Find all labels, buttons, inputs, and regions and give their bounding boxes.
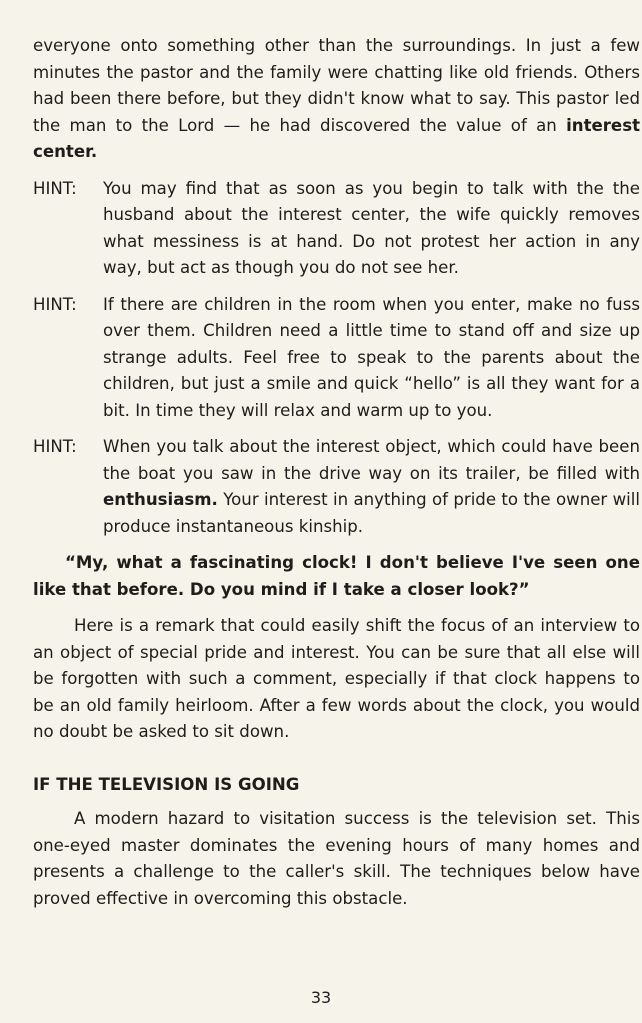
section-heading: IF THE TELEVISION IS GOING [33,774,300,794]
hint-item [33,434,640,540]
intro-paragraph [33,33,640,166]
hint-text [103,434,640,540]
interest-center-term: interest center. [33,115,640,161]
page-content [33,33,640,912]
hint-text-before: When you talk about the interest object, which could have been the boat you saw in the drive way on its trailer, be filled with [103,437,640,483]
enthusiasm-term: enthusiasm. [103,490,218,509]
hint-label: HINT: [33,437,77,456]
hint-label: HINT: [33,178,77,198]
hint-text: You may find that as soon as you begin to talk with the the husband about the interest center, the wife quickly removes what messiness is at hand. Do not protest her action in any way, but act as though you do not see her. [103,178,640,277]
hint-text-after: Your interest in anything of pride to the owner will produce instantaneous kinship. [103,490,640,536]
page-number: 33 [310,988,332,1007]
hint-item [33,176,640,282]
clock-quote: “My, what a fascinating clock! I don't believe I've seen one like that before. Do you mind if I take a closer look?” [33,553,640,599]
hint-label: HINT: [33,294,77,314]
hint-text: If there are children in the room when you enter, make no fuss over them. Children need a little time to stand off and size up strange adults. Feel free to speak to the parents about the children, but just a smile and quick “hello” is all they want for a bit. In time they will relax and warm up to you. [103,294,640,420]
intro-text: everyone onto something other than the surroundings. In just a few minutes the pastor and the family were chatting like old friends. Others had been there before, but they didn't know what to say. This pastor led the man to the Lord — he had discovered the value of an [33,36,640,135]
hint-item [33,292,640,425]
clock-paragraph: Here is a remark that could easily shift the focus of an interview to an object of special pride and interest. You can be sure that all else will be forgotten with such a comment, especially if that clock happens to be an old family heirloom. After a few words about the clock, you would no doubt be asked to sit down. [33,616,640,741]
television-paragraph: A modern hazard to visitation success is the television set. This one-eyed master dominates the evening hours of many homes and presents a challenge to the caller's skill. The techniques below have proved effective in overcoming this obstacle. [33,809,640,908]
